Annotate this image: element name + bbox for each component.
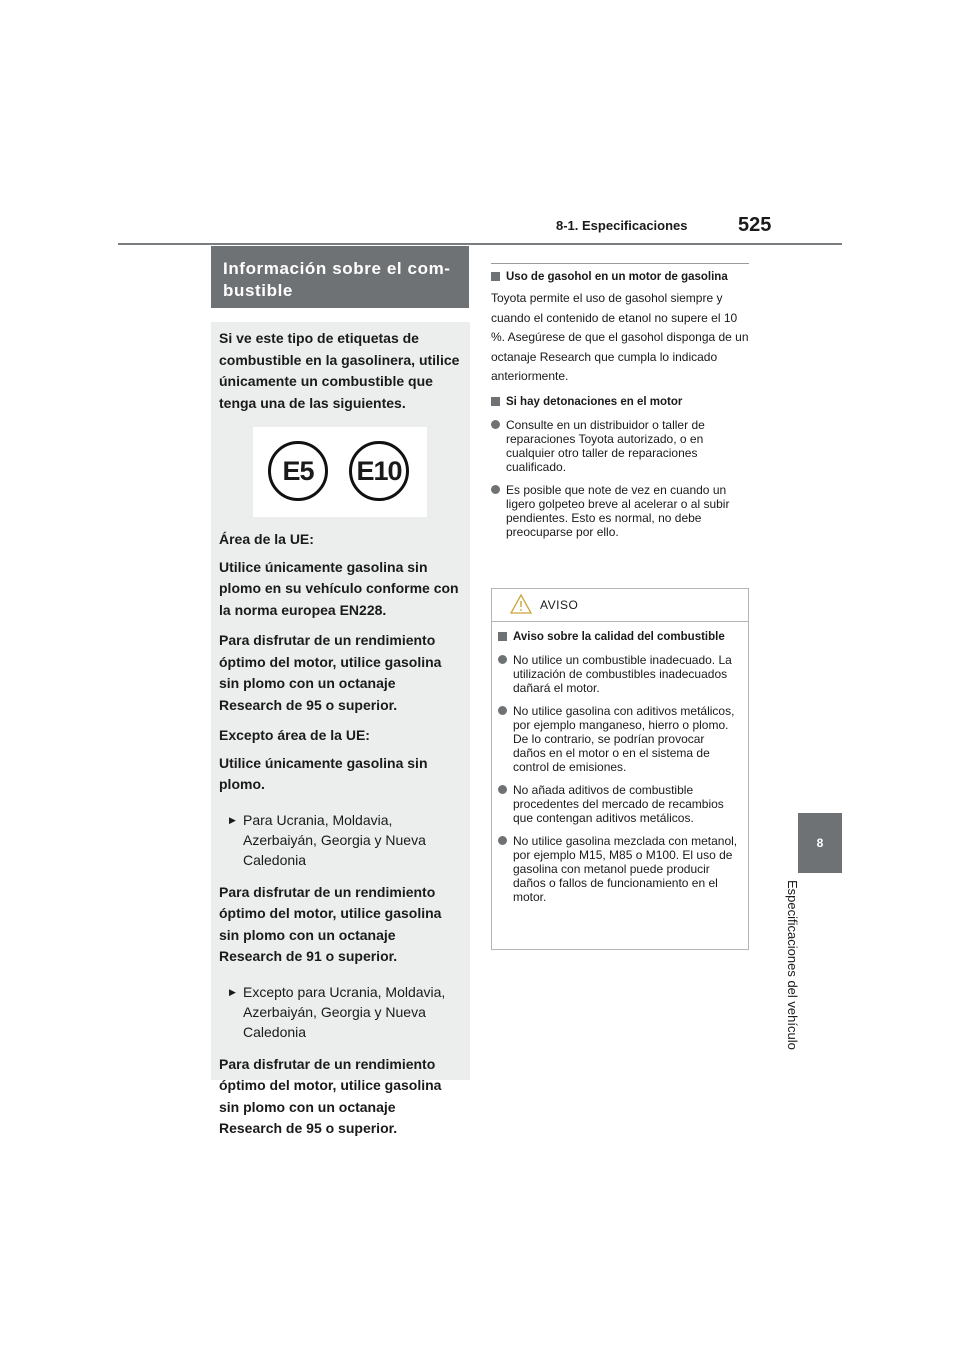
notice-bullet-4-text: No utilice gasolina mezclada con metanol, por ejemplo M15, M85 o M100. El uso de gasolina con metanol puede producir daños o fallos de funcionamiento en el motor. — [513, 834, 738, 904]
notice-title-row — [492, 589, 748, 622]
notice-bullet-2-text: No utilice gasolina con aditivos metálicos, por ejemplo manganeso, hierro o plomo. De lo contrario, se podrían provocar daños en el motor o en el sistema de control de emisiones. — [513, 704, 735, 774]
notice-box — [491, 588, 749, 950]
notice-bullet-1 — [498, 653, 740, 695]
right-column — [491, 262, 749, 539]
region-item-1-text: Para Ucrania, Moldavia, Azerbaiyán, Georgia y Nueva Caledonia — [243, 811, 426, 868]
notice-heading-text: Aviso sobre la calidad del combustible — [513, 631, 725, 643]
region-item-1 — [219, 810, 460, 870]
knocking-bullet-2 — [491, 483, 749, 539]
notice-bullet-2 — [498, 704, 740, 774]
region-item-2 — [219, 982, 460, 1042]
fuel-info-heading: Información sobre el com-bustible — [211, 246, 469, 308]
notice-bullet-3-text: No añada aditivos de combustible procedentes del mercado de recambios que contengan aditivos metálicos. — [513, 783, 724, 825]
chapter-label-text: Especificaciones del vehículo — [785, 880, 800, 1050]
notice-heading — [498, 630, 740, 644]
warning-triangle-icon — [510, 594, 532, 614]
knocking-bullet-1-text: Consulte en un distribuidor o taller de reparaciones Toyota autorizado, o en cualquier otro taller de reparaciones cualificado. — [506, 417, 705, 474]
section-title: 8-1. Especificaciones — [556, 218, 688, 233]
gasohol-heading — [491, 270, 749, 284]
fuel-info-panel — [211, 322, 470, 1136]
circle-bullet-icon — [498, 836, 507, 845]
chapter-number: 8 — [816, 836, 824, 850]
notice-body — [492, 622, 748, 904]
notice-bullet-1-text: No utilice un combustible inadecuado. La utilización de combustibles inadecuados dañará el motor. — [513, 653, 732, 695]
fuel-label-image — [253, 427, 427, 517]
item1-octane: Para disfrutar de un rendimiento óptimo del motor, utilice gasolina sin plomo con un octanaje Research de 91 o superior. — [219, 883, 442, 964]
fuel-intro: Si ve este tipo de etiquetas de combustible en la gasolinera, utilice únicamente un combustible que tenga una de las siguientes. — [219, 330, 460, 411]
circle-bullet-icon — [491, 485, 500, 494]
gasohol-text: Toyota permite el uso de gasohol siempre y cuando el contenido de etanol no supere el 10 %. Asegúrese de que el gasohol disponga de un octanaje Research que cumpla lo indicado anteriormente. — [491, 291, 749, 383]
circle-bullet-icon — [498, 706, 507, 715]
header-divider — [118, 243, 842, 245]
region-item-2-text: Excepto para Ucrania, Moldavia, Azerbaiyán, Georgia y Nueva Caledonia — [243, 983, 446, 1040]
notice-bullet-3 — [498, 783, 740, 825]
circle-bullet-icon — [491, 420, 500, 429]
arrow-right-icon: ▶ — [229, 814, 236, 825]
chapter-tab[interactable] — [798, 813, 842, 873]
non-eu-text: Utilice únicamente gasolina sin plomo. — [219, 754, 428, 792]
non-eu-heading: Excepto área de la UE: — [219, 727, 370, 743]
knocking-heading-text: Si hay detonaciones en el motor — [506, 395, 683, 408]
e10-label-icon: E10 — [349, 441, 409, 501]
square-bullet-icon — [498, 632, 507, 641]
circle-bullet-icon — [498, 785, 507, 794]
chapter-label — [785, 880, 805, 1070]
e5-label-icon: E5 — [268, 441, 328, 501]
notice-title: AVISO — [540, 598, 579, 612]
arrow-right-icon: ▶ — [229, 986, 236, 997]
eu-octane: Para disfrutar de un rendimiento óptimo del motor, utilice gasolina sin plomo con un octanaje Research de 95 o superior. — [219, 632, 442, 713]
eu-heading: Área de la UE: — [219, 531, 314, 547]
circle-bullet-icon — [498, 655, 507, 664]
eu-text: Utilice únicamente gasolina sin plomo en su vehículo conforme con la norma europea EN228. — [219, 558, 459, 618]
item2-octane: Para disfrutar de un rendimiento óptimo del motor, utilice gasolina sin plomo con un octanaje Research de 95 o superior. — [219, 1055, 442, 1136]
notice-bullet-4 — [498, 834, 740, 904]
square-bullet-icon — [491, 272, 500, 281]
gasohol-heading-text: Uso de gasohol en un motor de gasolina — [506, 271, 728, 283]
knocking-bullet-2-text: Es posible que note de vez en cuando un ligero golpeteo breve al acelerar o al subir pendientes. Esto es normal, no debe preocuparse por ello. — [506, 482, 730, 539]
knocking-heading — [491, 395, 749, 409]
square-bullet-icon — [491, 397, 500, 406]
page-number: 525 — [738, 214, 772, 236]
knocking-bullet-1 — [491, 418, 749, 474]
